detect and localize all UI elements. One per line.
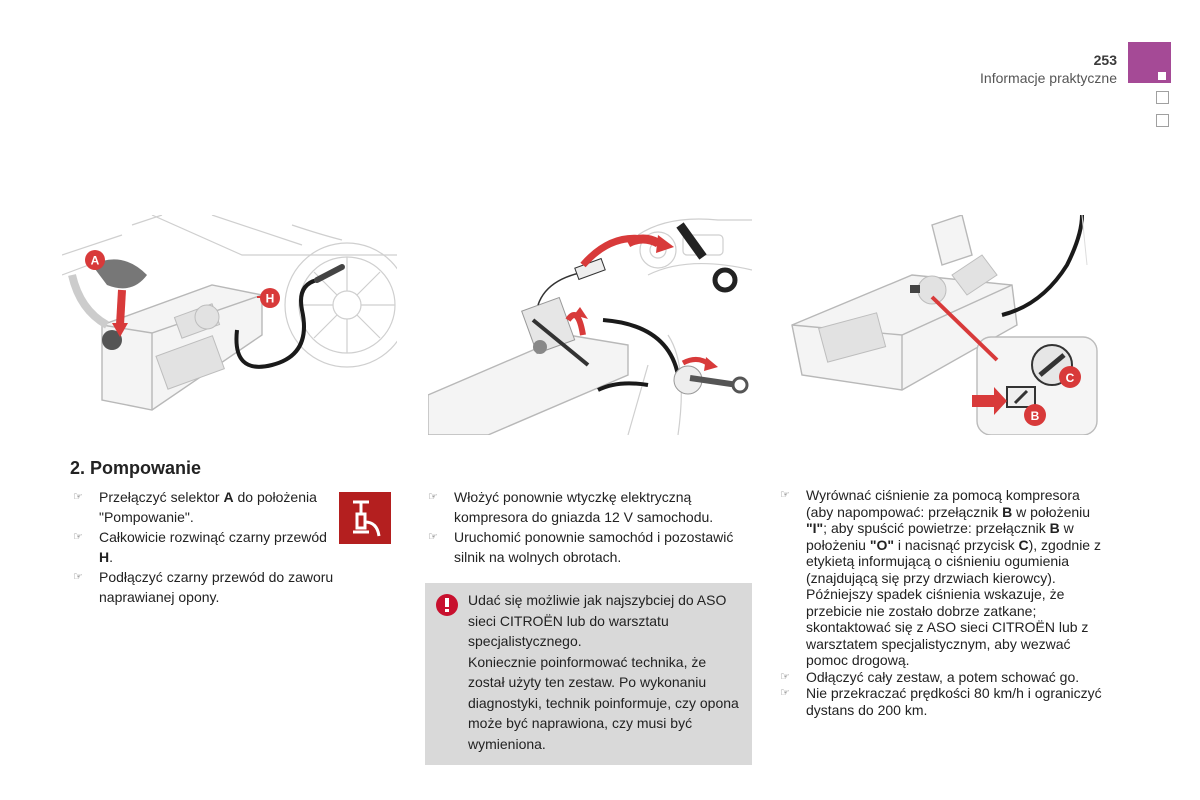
label-b: B <box>1030 409 1040 423</box>
hand-pointer-icon: ☞ <box>780 489 790 501</box>
hand-pointer-icon: ☞ <box>428 531 438 543</box>
warning-paragraph: Udać się możliwie jak najszybciej do ASO sieci CITROËN lub do warsztatu specjalistycznego. <box>468 592 727 649</box>
illustration-power-socket <box>428 215 752 435</box>
hand-pointer-icon: ☞ <box>73 571 83 583</box>
list-item: ☞ Nie przekraczać prędkości 80 km/h i ograniczyć dystans do 200 km. <box>780 685 1102 718</box>
hand-pointer-icon: ☞ <box>73 531 83 543</box>
hand-pointer-icon: ☞ <box>780 687 790 699</box>
label-c: C <box>1065 371 1075 385</box>
section-title: 2. Pompowanie <box>70 458 202 478</box>
warning-paragraph: Koniecznie poinformować technika, że został użyty ten zestaw. Po wykonaniu diagnostyki, technik poinformuje, czy opona może być naprawiona, czy musi być wymieniona. <box>468 653 739 752</box>
list-item: ☞ Wyrównać ciśnienie za pomocą kompresora (aby napompować: przełącznik B w położeniu "I"; aby spuścić powietrze: przełącznik B w położeniu "O" i nacisnąć przycisk C), zgodnie z etykietą informującą o ciśnieniu ogumienia (znajdującą się przy drzwiach kierowcy). Późniejszy spadek ciśnienia wskazuje, że przebicie nie zostało dobrze zatkane; skontaktować się z ASO sieci CITROËN lub z warsztatem specjalistycznym, aby wezwać pomoc drogową. <box>780 487 1101 668</box>
warning-icon <box>436 594 458 616</box>
label-h: H <box>265 291 275 306</box>
list-item: ☞ Odłączyć cały zestaw, a potem schować go. <box>780 668 1080 685</box>
page-number: 253 <box>1093 52 1117 68</box>
list-item: ☞ Uruchomić ponownie samochód i pozostawić silnik na wolnych obrotach. <box>428 529 734 565</box>
list-item: ☞ Przełączyć selektor A do położenia "Pompowanie". <box>73 489 317 525</box>
chapter-tab-empty <box>1156 91 1169 104</box>
chapter-tab-empty <box>1156 114 1169 127</box>
illustration-compressor-hose <box>62 215 397 435</box>
instructions-column-3 <box>780 487 1110 718</box>
list-item: ☞ Podłączyć czarny przewód do zaworu naprawianej opony. <box>73 569 334 605</box>
warning-text <box>468 590 743 754</box>
instructions-column-1 <box>73 487 338 607</box>
illustration-pressure-switch <box>782 215 1107 435</box>
section-name: Informacje praktyczne <box>980 70 1117 86</box>
hand-pointer-icon: ☞ <box>428 491 438 503</box>
instructions-column-2 <box>428 487 748 567</box>
hand-pointer-icon: ☞ <box>73 491 83 503</box>
label-a: A <box>90 253 100 268</box>
list-item: ☞ Całkowicie rozwinąć czarny przewód H. <box>73 529 327 565</box>
inflation-pump-icon <box>339 492 391 544</box>
hand-pointer-icon: ☞ <box>780 670 790 683</box>
list-item: ☞ Włożyć ponownie wtyczkę elektryczną kompresora do gniazda 12 V samochodu. <box>428 489 714 525</box>
chapter-tab-active <box>1128 42 1171 83</box>
